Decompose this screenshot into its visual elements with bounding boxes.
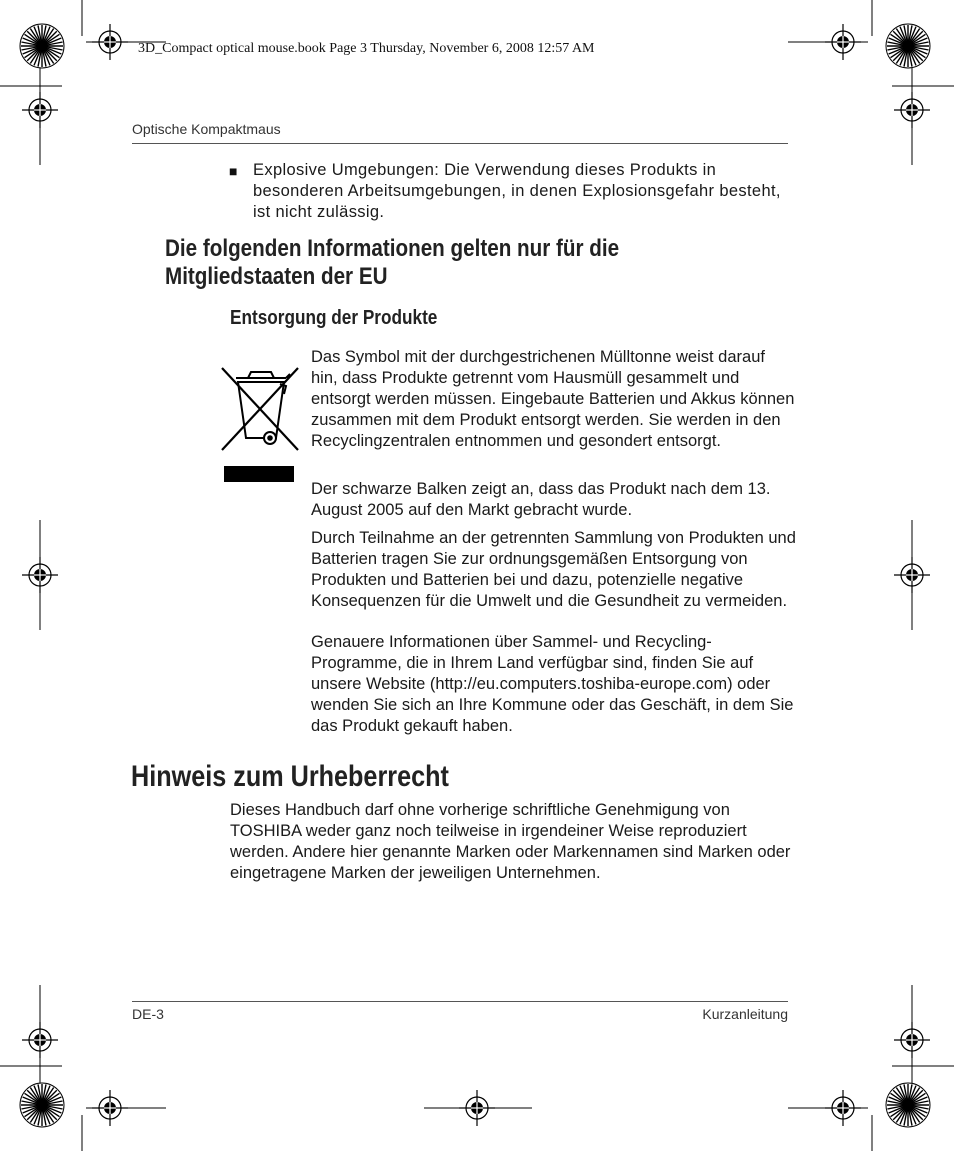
header-rule (132, 143, 788, 144)
print-slug-line: 3D_Compact optical mouse.book Page 3 Thursday, November 6, 2008 12:57 AM (138, 41, 595, 56)
registration-mark-icon (92, 1090, 128, 1126)
registration-mark-icon (22, 1022, 58, 1058)
starburst-target-icon (886, 24, 930, 68)
starburst-target-icon (20, 24, 64, 68)
bullet-marker: ■ (229, 163, 238, 179)
eu-section-heading: Die folgenden Informationen gelten nur für die Mitgliedstaaten der EU (165, 235, 620, 290)
paragraph-symbol-meaning: Das Symbol mit der durchgestrichenen Mülltonne weist darauf hin, dass Produkte getrennt vom Hausmüll gesammelt und entsorgt werden müssen. Eingebaute Batterien und Akkus können zusammen mit dem Produkt entsorgt werden. Sie werden in den Recyclingzentralen entnommen und gesondert entsorgt. (311, 348, 795, 450)
registration-mark-icon (894, 92, 930, 128)
registration-mark-icon (825, 24, 861, 60)
footer-doc-title: Kurzanleitung (702, 1006, 788, 1022)
paragraph-separate-collection: Durch Teilnahme an der getrennten Sammlung von Produkten und Batterien tragen Sie zur ordnungsgemäßen Entsorgung von Produkten und Batterien bei und dazu, potenzielle negative Konsequenzen für die Umwelt und die Gesundheit zu vermeiden. (311, 529, 796, 610)
copyright-heading: Hinweis zum Urheberrecht (131, 760, 449, 793)
page-number: DE-3 (132, 1006, 164, 1022)
registration-mark-icon (22, 92, 58, 128)
starburst-target-icon (20, 1083, 64, 1127)
crossed-out-wheelie-bin-icon (218, 364, 302, 486)
paragraph-more-information: Genauere Informationen über Sammel- und Recycling-Programme, die in Ihrem Land verfügbar sind, finden Sie auf unsere Website (http://eu.computers.toshiba-europe.com) oder wenden Sie sich an Ihre Kommune oder das Geschäft, in dem Sie das Produkt gekauft haben. (311, 633, 794, 735)
footer-rule (132, 1001, 788, 1002)
registration-mark-icon (894, 557, 930, 593)
running-header-title: Optische Kompaktmaus (132, 121, 281, 137)
registration-mark-icon (894, 1022, 930, 1058)
registration-mark-icon (92, 24, 128, 60)
registration-mark-icon (459, 1090, 495, 1126)
starburst-target-icon (886, 1083, 930, 1127)
paragraph-black-bar: Der schwarze Balken zeigt an, dass das Produkt nach dem 13. August 2005 auf den Markt gebracht wurde. (311, 480, 771, 519)
registration-mark-icon (22, 557, 58, 593)
registration-mark-icon (825, 1090, 861, 1126)
disposal-subheading: Entsorgung der Produkte (230, 307, 438, 329)
bullet-text: Explosive Umgebungen: Die Verwendung dieses Produkts in besonderen Arbeitsumgebungen, in denen Explosionsgefahr besteht, ist nicht zulässig. (253, 161, 781, 221)
copyright-text: Dieses Handbuch darf ohne vorherige schriftliche Genehmigung von TOSHIBA weder ganz noch teilweise in irgendeiner Weise reproduziert werden. Andere hier genannte Marken oder Markennamen sind Marken oder eingetragene Marken der jeweiligen Unternehmen. (230, 801, 791, 882)
